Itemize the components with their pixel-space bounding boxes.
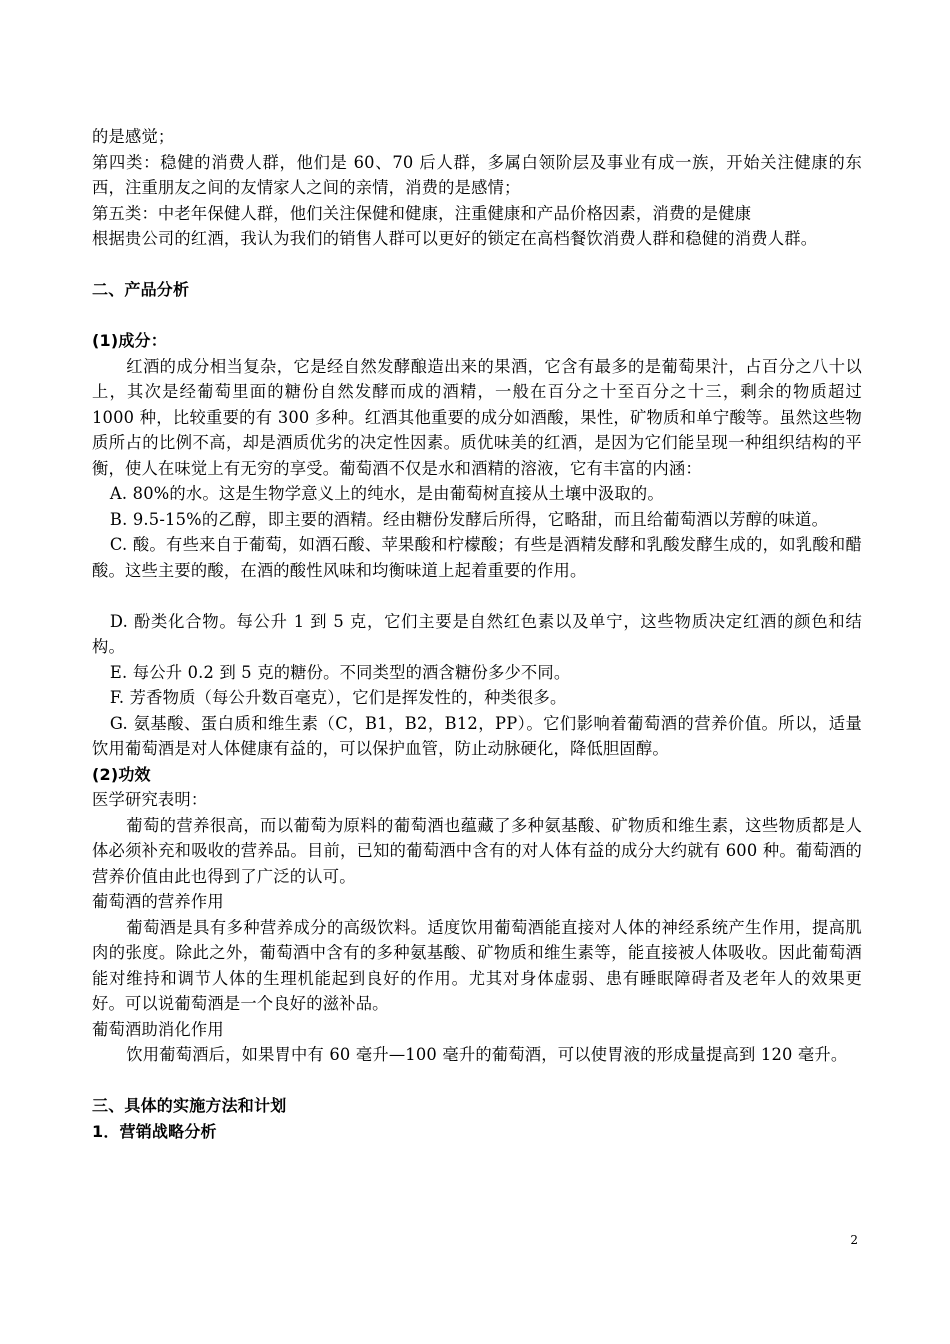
spacer xyxy=(92,252,862,278)
paragraph-category-4: 第四类：稳健的消费人群，他们是 60、70 后人群，多属白领阶层及事业有成一族，开始关注健康的东西，注重朋友之间的友情家人之间的亲情，消费的是感情； xyxy=(92,152,862,197)
list-item-d: D. 酚类化合物。每公升 1 到 5 克，它们主要是自然红色素以及单宁，这些物质决定红酒的颜色和结构。 xyxy=(92,611,862,656)
paragraph-conclusion: 根据贵公司的红酒，我认为我们的销售人群可以更好的锁定在高档餐饮消费人群和稳健的消费人群。 xyxy=(92,229,818,248)
document-page xyxy=(92,124,862,1144)
spacer xyxy=(92,583,862,609)
paragraph-continuation: 的是感觉； xyxy=(92,127,175,146)
label-digestion: 葡萄酒助消化作用 xyxy=(92,1019,224,1039)
page-number: 2 xyxy=(850,1233,858,1247)
list-item-b: B. 9.5-15%的乙醇，即主要的酒精。经由糖份发酵后所得，它略甜，而且给葡萄酒以芳醇的味道。 xyxy=(109,509,829,529)
label-nutrition: 葡萄酒的营养作用 xyxy=(92,892,224,911)
paragraph-medical-research: 葡萄的营养很高，而以葡萄为原料的葡萄酒也蕴藏了多种氨基酸、矿物质和维生素，这些物质都是人体必须补充和吸收的营养品。目前，已知的葡萄酒中含有的对人体有益的成分大约就有 600 种。葡萄酒的营养价值由此也得到了广泛的认可。 xyxy=(92,815,862,886)
paragraph-digestion: 饮用葡萄酒后，如果胃中有 60 毫升—100 毫升的葡萄酒，可以使胃液的形成量提高到 120 毫升。 xyxy=(126,1045,848,1064)
list-item-e: E. 每公升 0.2 到 5 克的糖份。不同类型的酒含糖份多少不同。 xyxy=(109,662,571,682)
spacer xyxy=(92,1068,862,1094)
label-medical-research: 医学研究表明： xyxy=(92,790,208,809)
subsection-heading-ingredients: (1)成分： xyxy=(92,331,167,350)
list-item-f: F. 芳香物质（每公升数百毫克），它们是挥发性的，种类很多。 xyxy=(109,688,567,707)
paragraph-ingredients-intro: 红酒的成分相当复杂，它是经自然发酵酿造出来的果酒，它含有最多的是葡萄果汁，占百分之八十以上，其次是经葡萄里面的糖份自然发酵而成的酒精，一般在百分之十至百分之十三，剩余的物质超过 1000 种，比较重要的有 300 多种。红酒其他重要的成分如酒酸，果性，矿物质和单宁酸等。虽然这些物质所占的比例不高，却是酒质优劣的决定性因素。质优味美的红酒，是因为它们能呈现一种组织结构的平衡，使人在味觉上有无穷的享受。葡萄酒不仅是水和酒精的溶液，它有丰富的内涵： xyxy=(92,356,862,478)
section-heading-implementation: 三、具体的实施方法和计划 xyxy=(92,1096,287,1115)
subsection-heading-marketing-strategy: 1．营销战略分析 xyxy=(92,1121,217,1141)
spacer xyxy=(92,303,862,329)
subsection-heading-efficacy: (2)功效 xyxy=(92,764,151,784)
paragraph-nutrition: 葡萄酒是具有多种营养成分的高级饮料。适度饮用葡萄酒能直接对人体的神经系统产生作用，提高肌肉的张度。除此之外，葡萄酒中含有的多种氨基酸、矿物质和维生素等，能直接被人体吸收。因此葡萄酒能对维持和调节人体的生理机能起到良好的作用。尤其对身体虚弱、患有睡眠障碍者及老年人的效果更好。可以说葡萄酒是一个良好的滋补品。 xyxy=(92,917,862,1013)
paragraph-category-5: 第五类：中老年保健人群，他们关注保健和健康，注重健康和产品价格因素，消费的是健康 xyxy=(92,203,752,223)
section-heading-product-analysis: 二、产品分析 xyxy=(92,280,190,299)
list-item-g: G. 氨基酸、蛋白质和维生素（C，B1，B2，B12，PP）。它们影响着葡萄酒的营养价值。所以，适量饮用葡萄酒是对人体健康有益的，可以保护血管，防止动脉硬化，降低胆固醇。 xyxy=(92,713,862,758)
list-item-c: C. 酸。有些来自于葡萄，如酒石酸、苹果酸和柠檬酸；有些是酒精发酵和乳酸发酵生成的，如乳酸和醋酸。这些主要的酸，在酒的酸性风味和均衡味道上起着重要的作用。 xyxy=(92,535,862,580)
list-item-a: A. 80%的水。这是生物学意义上的纯水，是由葡萄树直接从土壤中汲取的。 xyxy=(109,484,664,503)
